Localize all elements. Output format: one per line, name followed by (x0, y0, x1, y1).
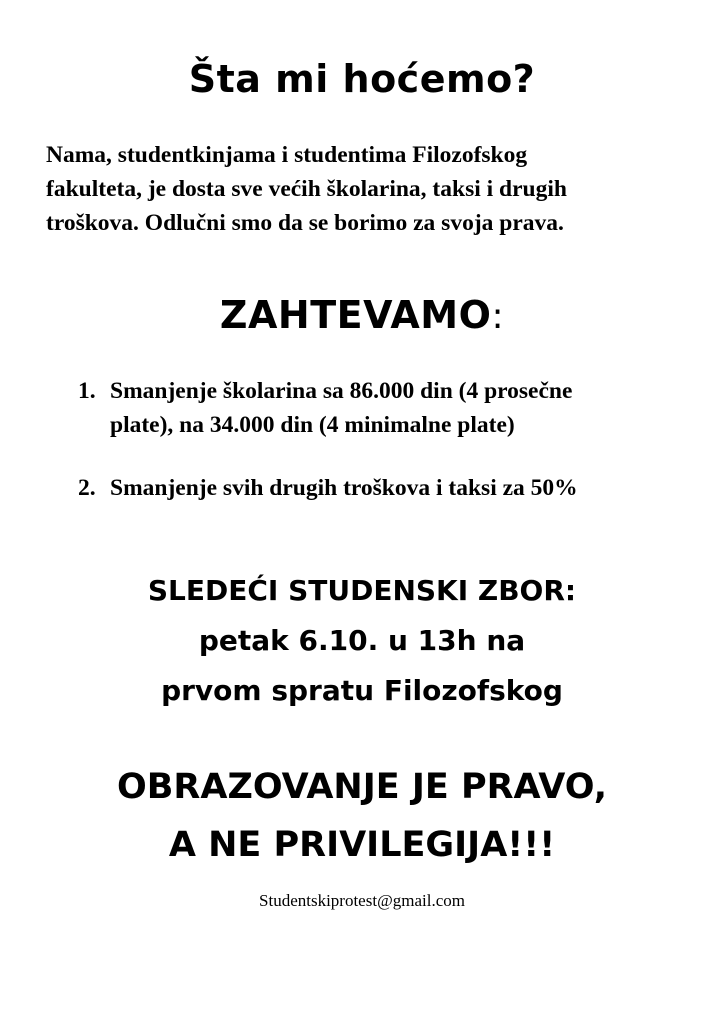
demand-item (78, 374, 688, 444)
assembly-line: petak 6.10. u 13h na (198, 624, 526, 657)
demands-heading-text: ZAHTEVAMO (219, 293, 492, 337)
demand-item (78, 471, 688, 507)
contact-email: Studentskiprotest@gmail.com (259, 891, 465, 910)
demand-number: 1. (78, 378, 96, 404)
intro-line: Nama, studentkinjama i studentima Filozofskog (46, 142, 528, 168)
intro-line: fakulteta, je dosta sve većih školarina, taksi i drugih (46, 176, 567, 202)
demand-line: plate), na 34.000 din (4 minimalne plate) (110, 412, 515, 438)
intro-line: troškova. Odlučni smo da se borimo za svoja prava. (46, 210, 564, 236)
demands-heading (0, 293, 724, 337)
assembly-announcement (0, 566, 724, 716)
demand-line: Smanjenje školarina sa 86.000 din (4 prosečne (110, 378, 573, 404)
demand-text (110, 374, 572, 442)
intro-paragraph (46, 138, 686, 240)
demand-text (110, 471, 578, 505)
demand-line: Smanjenje svih drugih troškova i taksi za 50% (110, 475, 578, 501)
demand-number: 2. (78, 475, 96, 501)
demands-heading-colon: : (491, 296, 505, 337)
slogan-line: OBRAZOVANJE JE PRAVO, (116, 767, 608, 807)
page-title: Šta mi hoćemo? (188, 57, 536, 101)
slogan (0, 758, 724, 874)
slogan-line: A NE PRIVILEGIJA!!! (168, 825, 556, 865)
assembly-line: prvom spratu Filozofskog (161, 674, 563, 707)
assembly-line: SLEDEĆI STUDENSKI ZBOR: (147, 574, 577, 607)
